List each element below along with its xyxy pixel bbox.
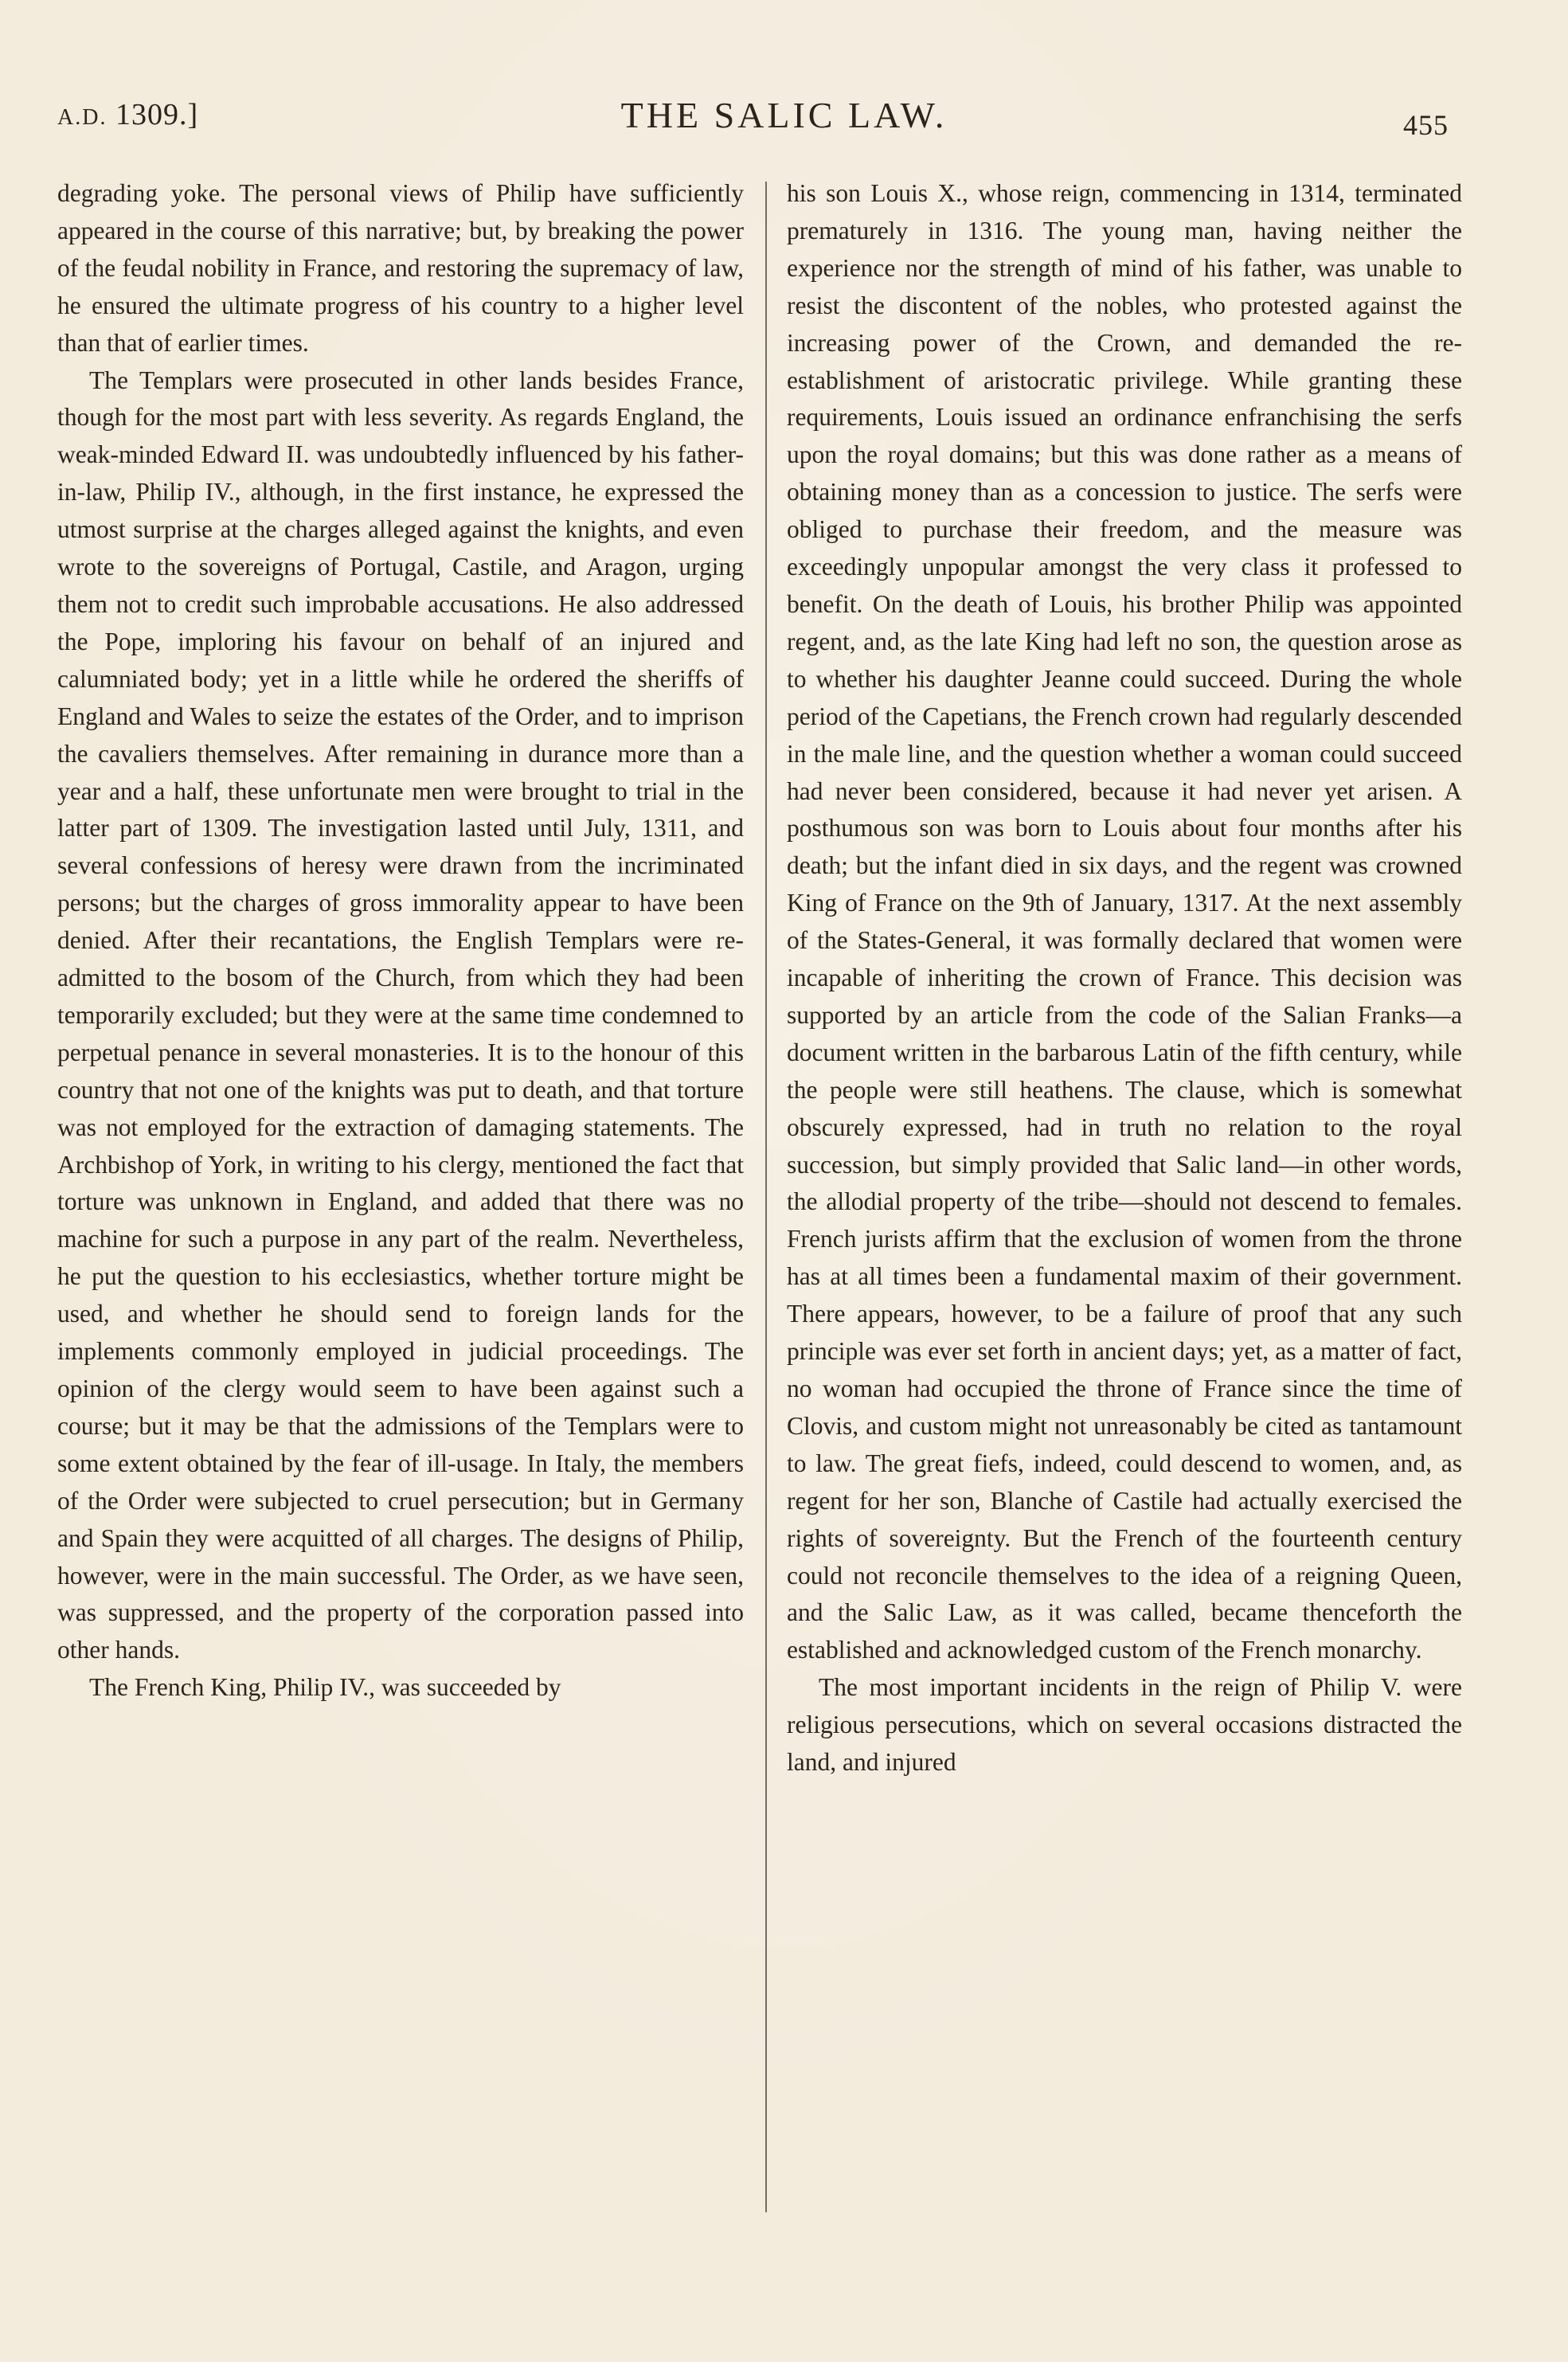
paragraph: The French King, Philip IV., was succeeded by xyxy=(89,1673,561,1702)
header-ad-label: A.D. xyxy=(57,105,108,130)
page-number: 455 xyxy=(1403,109,1449,141)
column-divider xyxy=(765,182,767,2212)
paragraph: degrading yoke. The personal views of Philip have sufficiently appeared in the course of this narrative; but, by breaking the power of the feudal nobility in France, and restoring the supremacy of law, he ensured the ultimate progress of his country to a higher level than that of earlier times. xyxy=(57,179,744,357)
running-header xyxy=(0,89,1568,145)
paragraph: his son Louis X., whose reign, commencing in 1314, terminated prematurely in 1316. The young man, having neither the experience nor the strength of mind of his father, was unable to resist the discontent of the nobles, who protested against the increasing power of the Crown, and demanded the re-establishment of aristocratic privilege. While granting these requirements, Louis issued an ordinance enfranchising the serfs upon the royal domains; but this was done rather as a means of obtaining money than as a concession to justice. The serfs were obliged to purchase their freedom, and the measure was exceedingly unpopular amongst the very class it professed to benefit. On the death of Louis, his brother Philip was appointed regent, and, as the late King had left no son, the question arose as to whether his daughter Jeanne could succeed. During the whole period of the Capetians, the French crown had regularly descended in the male line, and the question whether a woman could succeed had never been considered, because it had never yet arisen. A posthumous son was born to Louis about four months after his death; but the infant died in six days, and the regent was crowned King of France on the 9th of January, 1317. At the next assembly of the States-General, it was formally declared that women were incapable of inheriting the crown of France. This decision was supported by an article from the code of the Salian Franks—a document written in the barbarous Latin of the fifth century, while the people were still heathens. The clause, which is somewhat obscurely expressed, had in truth no relation to the royal succession, but simply provided that Salic land—in other words, the allodial property of the tribe—should not descend to females. French jurists affirm that the exclusion of women from the throne has at all times been a fundamental maxim of their government. There appears, however, to be a failure of proof that any such principle was ever set forth in ancient days; yet, as a matter of fact, no woman had occupied the throne of France since the time of Clovis, and custom might not unreasonably be cited as tantamount to law. The great fiefs, indeed, could descend to women, and, as regent for her son, Blanche of Castile had actually exercised the rights of sovereignty. But the French of the fourteenth century could not reconcile themselves to the idea of a reigning Queen, and the Salic Law, as it was called, became thenceforth the established and acknowledged custom of the French monarchy. xyxy=(787,179,1462,1664)
paragraph: The most important incidents in the reign of Philip V. were religious persecutions, which on several occasions distracted the land, and injured xyxy=(787,1673,1462,1777)
page-title: THE SALIC LAW. xyxy=(620,95,948,135)
right-column xyxy=(787,175,1462,2325)
header-year: 1309.] xyxy=(115,98,199,131)
left-column xyxy=(57,175,744,2325)
paragraph: The Templars were prosecuted in other lands besides France, though for the most part with less severity. As regards England, the weak-minded Edward II. was undoubtedly influenced by his father-in-law, Philip IV., although, in the first instance, he expressed the utmost surprise at the charges alleged against the knights, and even wrote to the sovereigns of Portugal, Castile, and Aragon, urging them not to credit such improbable accusations. He also addressed the Pope, imploring his favour on behalf of an injured and calumniated body; yet in a little while he ordered the sheriffs of England and Wales to seize the estates of the Order, and to imprison the cavaliers themselves. After remaining in durance more than a year and a half, these unfortunate men were brought to trial in the latter part of 1309. The investigation lasted until July, 1311, and several confessions of heresy were drawn from the incriminated persons; but the charges of gross immorality appear to have been denied. After their recantations, the English Templars were re-admitted to the bosom of the Church, from which they had been temporarily excluded; but they were at the same time condemned to perpetual penance in several monasteries. It is to the honour of this country that not one of the knights was put to death, and that torture was not employed for the extraction of damaging statements. The Archbishop of York, in writing to his clergy, mentioned the fact that torture was unknown in England, and added that there was no machine for such a purpose in any part of the realm. Nevertheless, he put the question to his ecclesiastics, whether torture might be used, and whether he should send to foreign lands for the implements commonly employed in judicial proceedings. The opinion of the clergy would seem to have been against such a course; but it may be that the admissions of the Templars were to some extent obtained by the fear of ill-usage. In Italy, the members of the Order were subjected to cruel persecution; but in Germany and Spain they were acquitted of all charges. The designs of Philip, however, were in the main successful. The Order, as we have seen, was suppressed, and the property of the corporation passed into other hands. xyxy=(57,366,744,1664)
